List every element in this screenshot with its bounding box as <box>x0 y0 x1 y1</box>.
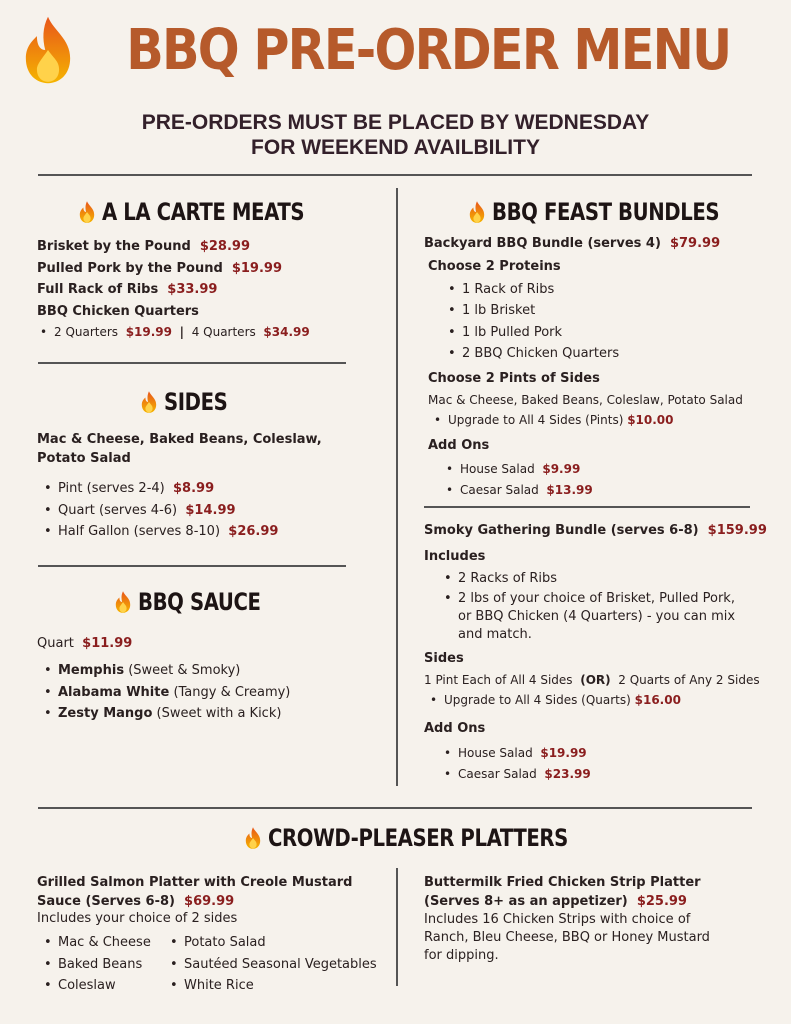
sauce-list <box>44 660 290 725</box>
sides-list <box>37 430 322 468</box>
upgrade-price: $10.00 <box>627 413 674 427</box>
backyard-sides-list: Mac & Cheese, Baked Beans, Coleslaw, Potato Salad <box>428 393 743 407</box>
size-label: Half Gallon (serves 8-10) <box>58 524 221 539</box>
separator: | <box>179 325 185 339</box>
smoky-sides-options <box>424 673 760 687</box>
sides-list-line: Mac & Cheese, Baked Beans, Coleslaw, <box>37 432 322 447</box>
salmon-sides-col2 <box>170 932 377 997</box>
salmon-includes: Includes your choice of 2 sides <box>37 911 238 926</box>
divider-top <box>38 174 752 176</box>
backyard-addons <box>446 459 593 500</box>
chicken-platter-desc <box>424 911 710 965</box>
desc-line: for dipping. <box>424 948 499 963</box>
page-title: BBQ PRE-ORDER MENU <box>125 17 731 83</box>
list-item: • Mac & Cheese <box>44 932 151 954</box>
list-item <box>44 500 278 522</box>
divider <box>38 565 346 567</box>
sauce-desc: (Sweet & Smoky) <box>128 663 241 678</box>
size-price: $8.99 <box>173 481 215 496</box>
meats-heading <box>78 198 349 226</box>
bundles-heading <box>468 198 769 226</box>
sauce-desc: (Sweet with a Kick) <box>156 706 282 721</box>
sides-heading <box>140 388 241 416</box>
or-label: (OR) <box>580 673 611 687</box>
smoky-addons <box>444 743 591 785</box>
salmon-platter-title <box>37 873 352 911</box>
include-line: and match. <box>458 627 532 642</box>
list-item <box>44 703 290 725</box>
platter-name: Buttermilk Fried Chicken Strip Platter <box>424 875 701 890</box>
backyard-bundle-title <box>424 236 720 251</box>
addon-price: $23.99 <box>544 767 591 781</box>
backyard-upgrade <box>434 413 674 427</box>
addon-name: House Salad <box>460 462 535 476</box>
size-price: $26.99 <box>228 524 279 539</box>
fire-icon <box>140 390 158 414</box>
bundle-name: Smoky Gathering Bundle (serves 6-8) <box>424 523 699 538</box>
divider <box>38 362 346 364</box>
list-item <box>44 660 290 682</box>
sides-option: 2 Quarts of Any 2 Sides <box>618 673 760 687</box>
fire-icon <box>20 14 76 86</box>
sauce-heading-text: BBQ SAUCE <box>138 588 261 616</box>
backyard-addons-heading: Add Ons <box>428 438 490 453</box>
list-item <box>446 459 593 480</box>
list-item <box>444 590 735 644</box>
proteins-heading: Choose 2 Proteins <box>428 259 561 274</box>
list-item: • Baked Beans <box>44 954 151 976</box>
option-label: 4 Quarters <box>191 325 256 339</box>
list-item <box>430 693 681 707</box>
platter-name: (Serves 8+ as an appetizer) <box>424 894 628 909</box>
item-name: Brisket by the Pound <box>37 239 191 254</box>
desc-line: Includes 16 Chicken Strips with choice of <box>424 912 691 927</box>
fire-icon <box>114 590 132 614</box>
bundle-price: $79.99 <box>669 236 721 251</box>
bundle-price: $159.99 <box>707 523 767 538</box>
list-item: • 1 Rack of Ribs <box>448 279 619 300</box>
addon-name: House Salad <box>458 746 533 760</box>
desc-line: Ranch, Bleu Cheese, BBQ or Honey Mustard <box>424 930 710 945</box>
list-item: • 2 Racks of Ribs <box>444 570 735 588</box>
item-price: $28.99 <box>199 239 250 254</box>
size-price: $14.99 <box>185 502 236 518</box>
platter-name: Grilled Salmon Platter with Creole Mustard <box>37 875 353 890</box>
option-label: 2 Quarters <box>54 325 119 339</box>
sauce-name: Memphis <box>58 663 125 678</box>
option-price: $19.99 <box>125 325 173 339</box>
sauce-desc: (Tangy & Creamy) <box>173 684 291 700</box>
item-name: Pulled Pork by the Pound <box>37 260 223 276</box>
item-price: $33.99 <box>167 282 218 297</box>
platter-name: Sauce (Serves 6-8) <box>37 894 175 909</box>
page-title-row <box>0 14 791 86</box>
backyard-sides-heading: Choose 2 Pints of Sides <box>428 371 600 386</box>
sauce-name: Zesty Mango <box>58 706 153 721</box>
divider-vertical-bottom <box>396 868 398 986</box>
list-item: • Potato Salad <box>170 932 377 954</box>
size-label: Quart (serves 4-6) <box>58 502 178 518</box>
list-item <box>444 764 591 785</box>
item-name: Full Rack of Ribs <box>37 282 159 297</box>
list-item <box>434 413 674 427</box>
list-item <box>44 521 278 543</box>
subtitle-line-2: FOR WEEKEND AVAILBILITY <box>251 136 540 159</box>
list-item: • 2 BBQ Chicken Quarters <box>448 343 619 364</box>
list-item <box>44 682 290 704</box>
upgrade-price: $16.00 <box>634 693 681 707</box>
menu-item <box>37 236 282 258</box>
platter-price: $25.99 <box>636 894 687 909</box>
platters-heading-text: CROWD-PLEASER PLATTERS <box>268 824 568 852</box>
include-line: • 2 lbs of your choice of Brisket, Pulled Pork, <box>458 591 735 606</box>
sides-option: 1 Pint Each of All 4 Sides <box>424 673 573 687</box>
sides-heading-text: SIDES <box>164 388 228 416</box>
list-item: • White Rice <box>170 975 377 997</box>
smoky-sides-heading: Sides <box>424 651 464 666</box>
list-item: • 1 lb Pulled Pork <box>448 322 619 343</box>
smoky-upgrade <box>430 693 681 707</box>
addon-name: Caesar Salad <box>458 767 537 781</box>
size-label: Pint (serves 2-4) <box>58 481 165 496</box>
divider-platters <box>38 807 752 809</box>
item-price: $19.99 <box>231 260 283 276</box>
divider-vertical <box>396 188 398 786</box>
chicken-options <box>40 325 310 339</box>
sauce-quart <box>37 636 132 651</box>
platter-price: $69.99 <box>184 894 235 909</box>
list-item: • Sautéed Seasonal Vegetables <box>170 954 377 976</box>
sauce-quart-label: Quart <box>37 636 74 651</box>
smoky-addons-heading: Add Ons <box>424 721 486 736</box>
list-item <box>44 478 278 500</box>
subtitle-line-1: PRE-ORDERS MUST BE PLACED BY WEDNESDAY <box>141 111 650 134</box>
addon-price: $13.99 <box>546 482 593 497</box>
addon-price: $19.99 <box>540 746 587 760</box>
list-item: • 1 lb Brisket <box>448 300 619 321</box>
addon-price: $9.99 <box>542 462 581 476</box>
addon-name: Caesar Salad <box>460 482 539 497</box>
fire-icon <box>244 826 262 850</box>
list-item <box>446 480 593 501</box>
salmon-sides-col1 <box>44 932 151 997</box>
bundle-name: Backyard BBQ Bundle (serves 4) <box>424 236 661 251</box>
menu-item <box>37 258 282 280</box>
upgrade-label: Upgrade to All 4 Sides (Quarts) <box>444 693 631 707</box>
chicken-platter-title <box>424 873 701 911</box>
bundles-heading-text: BBQ FEAST BUNDLES <box>492 198 720 226</box>
meats-list <box>37 236 282 322</box>
meats-heading-text: A LA CARTE MEATS <box>102 198 305 226</box>
smoky-includes-heading: Includes <box>424 549 486 564</box>
proteins-list <box>448 279 619 364</box>
option-price: $34.99 <box>263 325 310 339</box>
upgrade-label: Upgrade to All 4 Sides (Pints) <box>448 413 624 427</box>
fire-icon <box>78 200 96 224</box>
subtitle <box>0 110 791 160</box>
smoky-includes <box>444 570 735 644</box>
platters-heading <box>244 824 634 852</box>
sides-list-line: Potato Salad <box>37 451 131 466</box>
menu-item <box>37 279 282 301</box>
platter-name-line <box>424 892 701 911</box>
list-item: • Coleslaw <box>44 975 151 997</box>
divider <box>424 506 750 508</box>
list-item <box>444 743 591 764</box>
sauce-name: Alabama White <box>58 684 170 700</box>
sauce-heading <box>114 588 287 616</box>
sauce-price: $11.99 <box>82 636 133 651</box>
menu-item: BBQ Chicken Quarters <box>37 303 199 319</box>
list-item <box>40 325 310 339</box>
fire-icon <box>468 200 486 224</box>
include-line: or BBQ Chicken (4 Quarters) - you can mix <box>458 609 736 624</box>
smoky-bundle-title <box>424 523 767 538</box>
sides-sizes <box>44 478 278 543</box>
platter-name-line <box>37 892 352 911</box>
